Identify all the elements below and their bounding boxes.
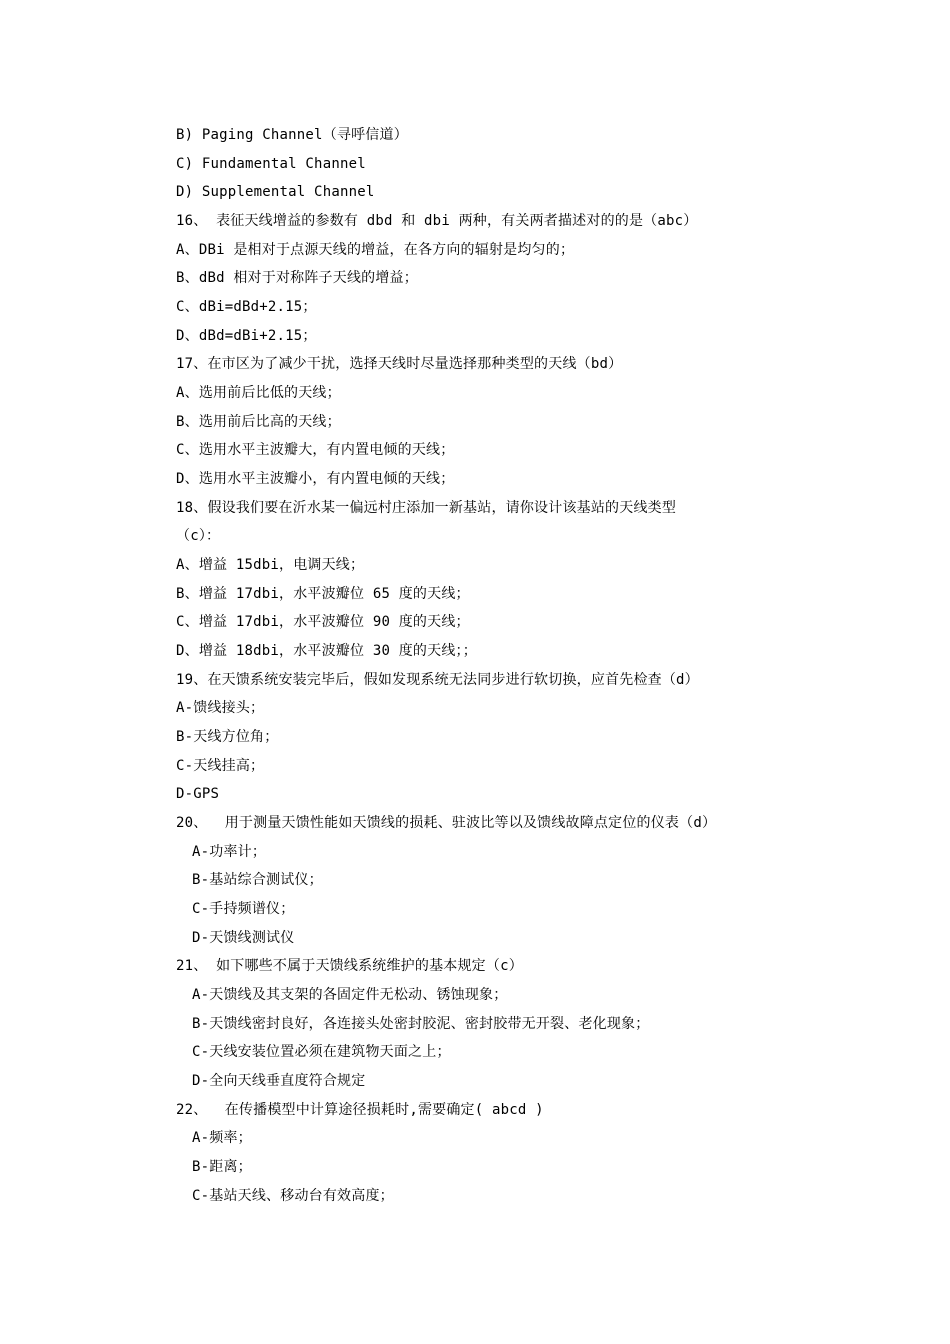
option-line: B-天馈线密封良好，各连接头处密封胶泥、密封胶带无开裂、老化现象；: [192, 1016, 650, 1032]
option-line: D、增益 18dbi，水平波瓣位 30 度的天线；；: [176, 643, 477, 659]
question-21: 21、 如下哪些不属于天馈线系统维护的基本规定（c）: [176, 958, 523, 974]
option-line: C、增益 17dbi，水平波瓣位 90 度的天线；: [176, 614, 470, 630]
option-line: D-GPS: [176, 786, 220, 802]
option-line: B-基站综合测试仪；: [192, 872, 323, 888]
option-line: B-距离；: [192, 1159, 252, 1175]
option-line: C、选用水平主波瓣大，有内置电倾的天线；: [176, 442, 455, 458]
option-line: D、dBd=dBi+2.15；: [176, 328, 317, 344]
option-line: D、选用水平主波瓣小，有内置电倾的天线；: [176, 471, 455, 487]
option-line: A-馈线接头；: [176, 700, 265, 716]
option-line: B-天线方位角；: [176, 729, 279, 745]
option-line: A、DBi 是相对于点源天线的增益，在各方向的辐射是均匀的；: [176, 242, 575, 258]
option-line: A-频率；: [192, 1130, 252, 1146]
option-line: C) Fundamental Channel: [176, 156, 366, 172]
option-line: A、增益 15dbi，电调天线；: [176, 557, 365, 573]
option-line: D-全向天线垂直度符合规定: [192, 1073, 366, 1089]
option-line: A-天馈线及其支架的各固定件无松动、锈蚀现象；: [192, 987, 508, 1003]
option-line: A、选用前后比低的天线；: [176, 385, 341, 401]
option-line: C-天线安装位置必须在建筑物天面之上；: [192, 1044, 451, 1060]
question-19: 19、在天馈系统安装完毕后，假如发现系统无法同步进行软切换，应首先检查（d）: [176, 672, 699, 688]
option-line: D-天馈线测试仪: [192, 930, 295, 946]
option-line: A-功率计；: [192, 844, 267, 860]
option-line: B) Paging Channel（寻呼信道）: [176, 127, 408, 143]
option-line: B、dBd 相对于对称阵子天线的增益；: [176, 270, 418, 286]
question-22: 22、 在传播模型中计算途径损耗时,需要确定( abcd ): [176, 1102, 544, 1118]
option-line: B、选用前后比高的天线；: [176, 414, 341, 430]
question-18-cont: （c）：: [176, 528, 221, 544]
question-16: 16、 表征天线增益的参数有 dbd 和 dbi 两种，有关两者描述对的的是（abc）: [176, 213, 698, 229]
option-line: B、增益 17dbi，水平波瓣位 65 度的天线；: [176, 586, 470, 602]
option-line: C-天线挂高；: [176, 758, 265, 774]
question-20: 20、 用于测量天馈性能如天馈线的损耗、驻波比等以及馈线故障点定位的仪表（d）: [176, 815, 717, 831]
option-line: C-基站天线、移动台有效高度；: [192, 1188, 394, 1204]
option-line: C-手持频谱仪；: [192, 901, 295, 917]
option-line: C、dBi=dBd+2.15；: [176, 299, 317, 315]
question-18: 18、假设我们要在沂水某一偏远村庄添加一新基站，请你设计该基站的天线类型: [176, 500, 677, 516]
option-line: D) Supplemental Channel: [176, 184, 375, 200]
question-17: 17、在市区为了减少干扰，选择天线时尽量选择那种类型的天线（bd）: [176, 356, 623, 372]
